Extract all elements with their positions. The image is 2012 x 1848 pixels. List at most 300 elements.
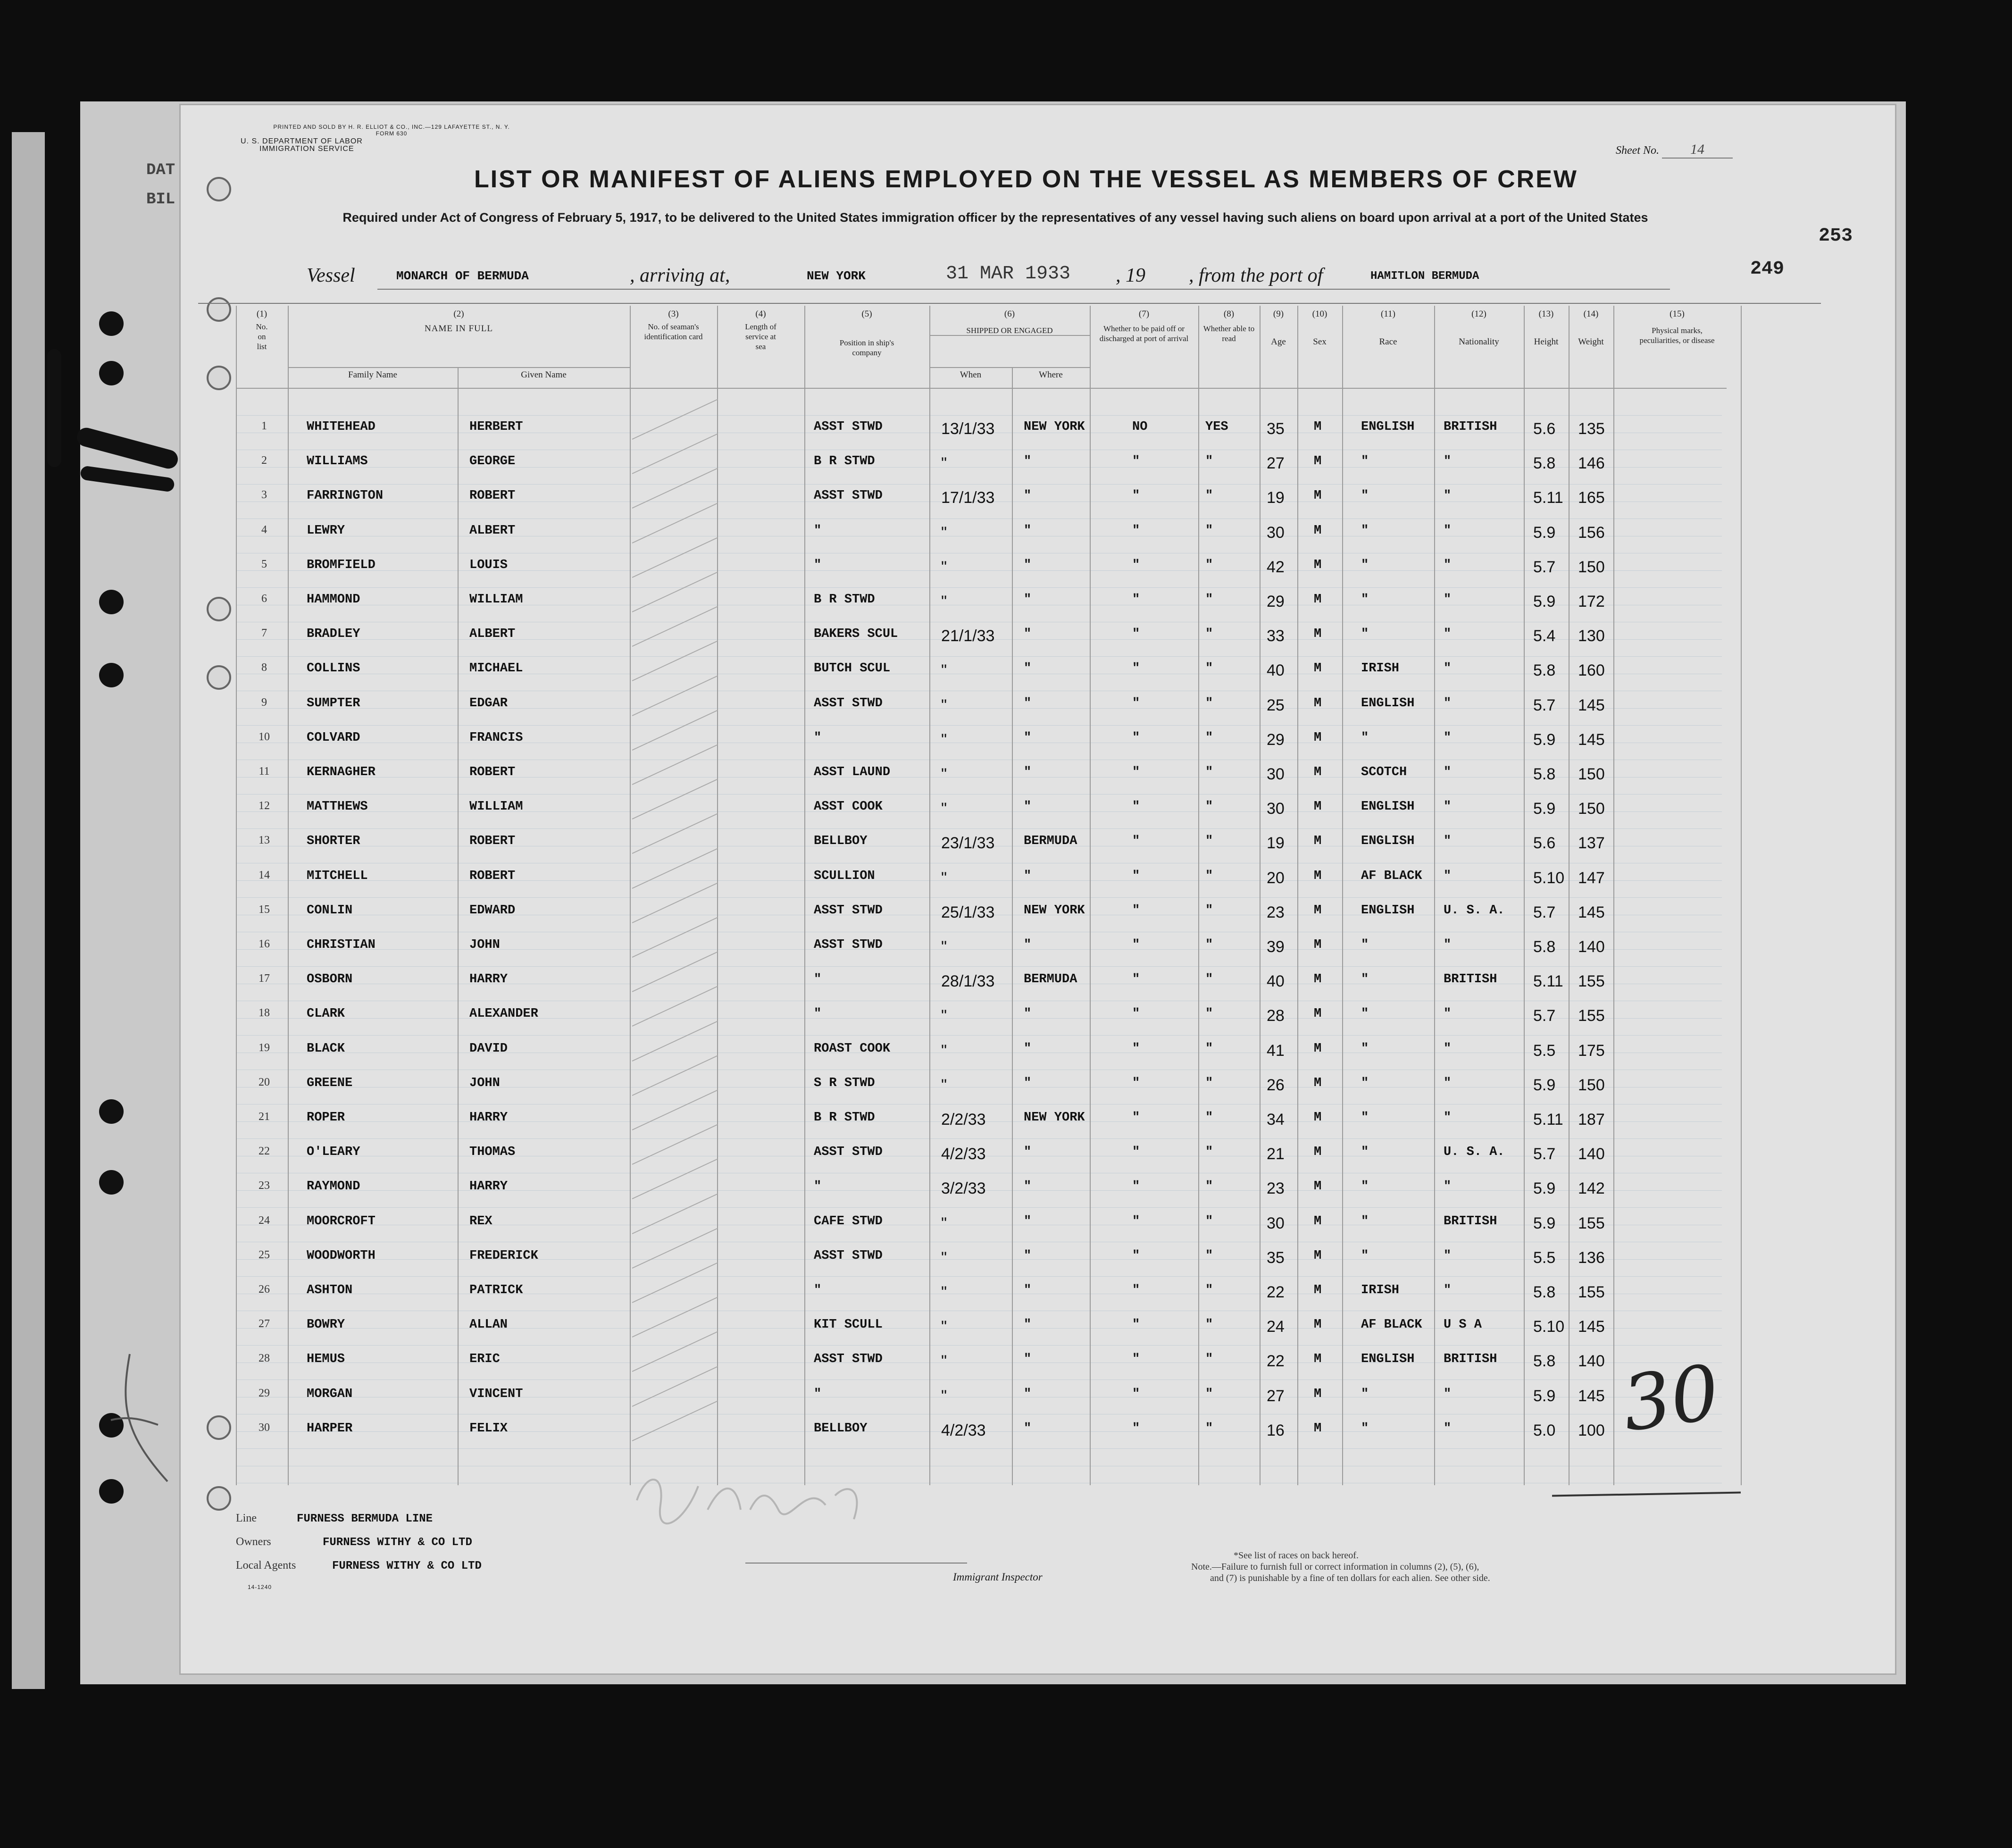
cell-no: 2 bbox=[261, 454, 267, 467]
departure-port: HAMITLON BERMUDA bbox=[1370, 270, 1479, 283]
cell-family: HARPER bbox=[307, 1421, 353, 1436]
cell-age: 30 bbox=[1267, 523, 1285, 542]
cell-given: PATRICK bbox=[469, 1283, 523, 1297]
cell-paid: " bbox=[1132, 661, 1140, 676]
cell-position: " bbox=[814, 1007, 822, 1021]
col-num: (2) bbox=[453, 309, 464, 319]
cell-read: " bbox=[1205, 661, 1213, 676]
cell-nationality: " bbox=[1444, 593, 1452, 607]
cell-paid: " bbox=[1132, 523, 1140, 538]
cell-weight: 100 bbox=[1578, 1421, 1605, 1439]
cell-age: 35 bbox=[1267, 1248, 1285, 1267]
service-name: IMMIGRATION SERVICE bbox=[259, 145, 354, 153]
cell-no: 28 bbox=[259, 1352, 270, 1365]
cell-family: KERNAGHER bbox=[307, 765, 376, 779]
column-divider bbox=[236, 306, 237, 1485]
cell-given: LOUIS bbox=[469, 558, 508, 572]
cell-weight: 142 bbox=[1578, 1179, 1605, 1198]
cell-nationality: BRITISH bbox=[1444, 972, 1497, 987]
cell-where: " bbox=[1024, 1248, 1032, 1263]
cell-race: " bbox=[1361, 730, 1369, 745]
col-label: Whether to be paid off or discharged at port of arrival bbox=[1099, 324, 1189, 343]
cell-read: " bbox=[1205, 1111, 1213, 1125]
cell-paid: " bbox=[1132, 903, 1140, 918]
table-row bbox=[0, 731, 2012, 750]
cell-height: 5.10 bbox=[1533, 1318, 1565, 1336]
col-num: (1) bbox=[256, 309, 267, 319]
cell-position: " bbox=[814, 523, 822, 538]
cell-when: " bbox=[941, 1214, 947, 1232]
ruled-line bbox=[236, 1035, 1722, 1036]
cell-read: " bbox=[1205, 1179, 1213, 1194]
cell-where: " bbox=[1024, 869, 1032, 883]
cell-sex: M bbox=[1314, 869, 1322, 883]
cell-race: IRISH bbox=[1361, 661, 1400, 676]
col-label: No. on list bbox=[256, 322, 268, 351]
cell-read: " bbox=[1205, 523, 1213, 538]
cell-age: 20 bbox=[1267, 869, 1285, 887]
cell-age: 27 bbox=[1267, 1387, 1285, 1405]
cell-nationality: " bbox=[1444, 938, 1452, 952]
table-row bbox=[0, 1111, 2012, 1129]
ruled-line bbox=[236, 725, 1722, 726]
cell-where: " bbox=[1024, 730, 1032, 745]
ruled-line bbox=[236, 1345, 1722, 1346]
cell-sex: M bbox=[1314, 1076, 1322, 1090]
cell-race: ENGLISH bbox=[1361, 800, 1415, 814]
cell-nationality: BRITISH bbox=[1444, 1352, 1497, 1367]
cell-position: CAFE STWD bbox=[814, 1214, 883, 1229]
cell-given: FELIX bbox=[469, 1421, 508, 1436]
cell-when: 13/1/33 bbox=[941, 420, 995, 438]
table-row bbox=[0, 593, 2012, 611]
line-label: Line bbox=[236, 1512, 257, 1524]
col-11-header bbox=[1342, 309, 1434, 347]
cell-sex: M bbox=[1314, 1007, 1322, 1021]
cell-weight: 165 bbox=[1578, 489, 1605, 507]
cell-where: " bbox=[1024, 1421, 1032, 1436]
cell-read: " bbox=[1205, 1352, 1213, 1367]
punch-hole bbox=[207, 1486, 231, 1511]
cell-position: BELLBOY bbox=[814, 834, 868, 849]
cell-age: 26 bbox=[1267, 1076, 1285, 1094]
cell-no: 21 bbox=[259, 1111, 270, 1123]
cell-nationality: " bbox=[1444, 627, 1452, 642]
cell-when: " bbox=[941, 1248, 947, 1267]
cell-paid: " bbox=[1132, 938, 1140, 952]
cell-age: 29 bbox=[1267, 593, 1285, 610]
cell-race: " bbox=[1361, 558, 1369, 572]
table-row bbox=[0, 903, 2012, 922]
cell-weight: 155 bbox=[1578, 1214, 1605, 1232]
cell-given: DAVID bbox=[469, 1041, 508, 1056]
cell-where: " bbox=[1024, 1387, 1032, 1401]
cell-height: 5.8 bbox=[1533, 454, 1556, 473]
table-row bbox=[0, 1283, 2012, 1302]
cell-weight: 145 bbox=[1578, 696, 1605, 714]
cell-where: " bbox=[1024, 1041, 1032, 1056]
cell-family: LEWRY bbox=[307, 523, 345, 538]
col-1-header bbox=[236, 309, 288, 351]
col-label: Age bbox=[1271, 337, 1286, 347]
cell-height: 5.8 bbox=[1533, 1352, 1556, 1371]
cell-where: NEW YORK bbox=[1024, 1111, 1085, 1125]
cell-weight: 140 bbox=[1578, 1352, 1605, 1371]
punch-hole bbox=[207, 297, 231, 322]
cell-paid: " bbox=[1132, 489, 1140, 503]
races-note: *See list of races on back hereof. bbox=[1234, 1550, 1359, 1561]
cell-when: " bbox=[941, 1007, 947, 1025]
cell-given: HARRY bbox=[469, 1179, 508, 1194]
cell-position: ASST STWD bbox=[814, 903, 883, 918]
cell-position: ROAST COOK bbox=[814, 1041, 891, 1056]
cell-family: HAMMOND bbox=[307, 593, 360, 607]
cell-no: 4 bbox=[261, 523, 267, 536]
cell-when: 2/2/33 bbox=[941, 1111, 986, 1129]
footer-line-row bbox=[236, 1512, 433, 1525]
cell-when: 25/1/33 bbox=[941, 903, 995, 921]
cell-read: " bbox=[1205, 800, 1213, 814]
col-8-header bbox=[1198, 309, 1260, 343]
cell-race: " bbox=[1361, 1421, 1369, 1436]
cell-no: 23 bbox=[259, 1179, 270, 1192]
cell-position: ASST COOK bbox=[814, 800, 883, 814]
cell-family: CONLIN bbox=[307, 903, 353, 918]
cell-where: " bbox=[1024, 800, 1032, 814]
penalty-note-cont: and (7) is punishable by a fine of ten dollars for each alien. See other side. bbox=[1210, 1573, 1490, 1583]
cell-read: " bbox=[1205, 730, 1213, 745]
cell-height: 5.9 bbox=[1533, 800, 1556, 818]
cell-sex: M bbox=[1314, 558, 1322, 572]
cell-no: 30 bbox=[259, 1421, 270, 1434]
printer-info bbox=[236, 124, 547, 137]
cell-race: " bbox=[1361, 523, 1369, 538]
cell-height: 5.9 bbox=[1533, 1076, 1556, 1094]
cell-weight: 155 bbox=[1578, 1283, 1605, 1301]
cell-age: 30 bbox=[1267, 800, 1285, 818]
cell-nationality: U S A bbox=[1444, 1318, 1482, 1332]
cell-age: 29 bbox=[1267, 730, 1285, 749]
cell-race: " bbox=[1361, 972, 1369, 987]
cell-read: " bbox=[1205, 972, 1213, 987]
cell-age: 40 bbox=[1267, 661, 1285, 680]
cell-age: 30 bbox=[1267, 765, 1285, 783]
cell-race: ENGLISH bbox=[1361, 1352, 1415, 1367]
cell-no: 5 bbox=[261, 558, 267, 570]
cell-when: 21/1/33 bbox=[941, 627, 995, 645]
col-6-header bbox=[929, 309, 1090, 335]
column-divider bbox=[929, 306, 930, 1485]
cell-where: " bbox=[1024, 1283, 1032, 1297]
cell-nationality: " bbox=[1444, 696, 1452, 711]
cell-family: MITCHELL bbox=[307, 869, 368, 883]
cell-sex: M bbox=[1314, 1145, 1322, 1160]
column-divider bbox=[1434, 306, 1435, 1485]
sheet-number bbox=[1616, 142, 1733, 159]
col-num: (5) bbox=[861, 309, 872, 319]
cell-given: JOHN bbox=[469, 938, 500, 952]
cell-read: " bbox=[1205, 834, 1213, 849]
cell-weight: 145 bbox=[1578, 1387, 1605, 1405]
column-divider bbox=[1613, 306, 1614, 1485]
cell-height: 5.10 bbox=[1533, 869, 1565, 887]
table-row bbox=[0, 627, 2012, 646]
ruled-line bbox=[236, 587, 1722, 588]
table-row bbox=[0, 696, 2012, 715]
cell-where: " bbox=[1024, 523, 1032, 538]
cell-where: BERMUDA bbox=[1024, 972, 1077, 987]
cell-position: KIT SCULL bbox=[814, 1318, 883, 1332]
cell-weight: 147 bbox=[1578, 869, 1605, 887]
cell-sex: M bbox=[1314, 696, 1322, 711]
cell-no: 27 bbox=[259, 1318, 270, 1330]
cell-height: 5.9 bbox=[1533, 593, 1556, 610]
column-divider bbox=[804, 306, 805, 1485]
cell-family: SHORTER bbox=[307, 834, 360, 849]
cell-given: FRANCIS bbox=[469, 730, 523, 745]
cell-nationality: " bbox=[1444, 661, 1452, 676]
cell-race: " bbox=[1361, 593, 1369, 607]
cell-height: 5.7 bbox=[1533, 696, 1556, 714]
cell-paid: " bbox=[1132, 1111, 1140, 1125]
from-port-label: , from the port of bbox=[1189, 265, 1323, 286]
cell-paid: " bbox=[1132, 1318, 1140, 1332]
cell-weight: 135 bbox=[1578, 420, 1605, 438]
cell-height: 5.5 bbox=[1533, 1248, 1556, 1267]
sheet-value: 14 bbox=[1662, 142, 1733, 159]
col-label: Physical marks, peculiarities, or disease bbox=[1639, 326, 1715, 345]
cell-height: 5.9 bbox=[1533, 1179, 1556, 1198]
page-number: 253 bbox=[1819, 226, 1853, 247]
cell-given: WILLIAM bbox=[469, 593, 523, 607]
cell-no: 12 bbox=[259, 800, 270, 812]
cell-read: " bbox=[1205, 1214, 1213, 1229]
where-header: Where bbox=[1039, 370, 1063, 380]
cell-age: 16 bbox=[1267, 1421, 1285, 1439]
cell-nationality: " bbox=[1444, 1007, 1452, 1021]
cell-when: 3/2/33 bbox=[941, 1179, 986, 1198]
col-label: Height bbox=[1534, 337, 1559, 347]
subheader-divider bbox=[929, 367, 1090, 368]
cell-position: B R STWD bbox=[814, 454, 875, 469]
cell-read: " bbox=[1205, 627, 1213, 642]
cell-position: ASST STWD bbox=[814, 1145, 883, 1160]
cell-read: " bbox=[1205, 1041, 1213, 1056]
cell-position: ASST STWD bbox=[814, 696, 883, 711]
cell-family: BRADLEY bbox=[307, 627, 360, 642]
column-divider bbox=[1260, 306, 1261, 1485]
cell-race: " bbox=[1361, 1111, 1369, 1125]
table-row bbox=[0, 1249, 2012, 1268]
ruled-line bbox=[236, 897, 1722, 898]
cell-nationality: " bbox=[1444, 558, 1452, 572]
cell-nationality: " bbox=[1444, 834, 1452, 849]
cell-weight: 150 bbox=[1578, 558, 1605, 576]
cell-age: 30 bbox=[1267, 1214, 1285, 1232]
cell-family: COLLINS bbox=[307, 661, 360, 676]
table-row bbox=[0, 1042, 2012, 1061]
cell-nationality: " bbox=[1444, 1111, 1452, 1125]
cell-when: " bbox=[941, 1283, 947, 1301]
form-number: FORM 630 bbox=[376, 130, 408, 137]
cell-age: 22 bbox=[1267, 1283, 1285, 1301]
cell-weight: 146 bbox=[1578, 454, 1605, 473]
cell-position: BUTCH SCUL bbox=[814, 661, 891, 676]
agents-value: FURNESS WITHY & CO LTD bbox=[332, 1560, 482, 1572]
cell-given: VINCENT bbox=[469, 1387, 523, 1401]
cell-family: GREENE bbox=[307, 1076, 353, 1090]
cell-where: " bbox=[1024, 558, 1032, 572]
cell-race: ENGLISH bbox=[1361, 420, 1415, 434]
cell-sex: M bbox=[1314, 627, 1322, 642]
cell-position: " bbox=[814, 558, 822, 572]
table-row bbox=[0, 1179, 2012, 1198]
ruled-line bbox=[236, 966, 1722, 967]
cell-race: SCOTCH bbox=[1361, 765, 1407, 779]
cell-weight: 145 bbox=[1578, 1318, 1605, 1336]
cell-when: " bbox=[941, 454, 947, 473]
inspector-label: Immigrant Inspector bbox=[953, 1571, 1043, 1583]
cell-no: 10 bbox=[259, 730, 270, 743]
inspector-signature-line bbox=[745, 1563, 967, 1564]
cell-age: 21 bbox=[1267, 1145, 1285, 1163]
cell-sex: M bbox=[1314, 523, 1322, 538]
col-num: (3) bbox=[668, 309, 679, 319]
cell-weight: 150 bbox=[1578, 765, 1605, 783]
cell-race: IRISH bbox=[1361, 1283, 1400, 1297]
cell-height: 5.7 bbox=[1533, 903, 1556, 921]
cell-read: " bbox=[1205, 1283, 1213, 1297]
col-num: (10) bbox=[1312, 309, 1327, 319]
cell-given: HARRY bbox=[469, 1111, 508, 1125]
punch-hole bbox=[207, 177, 231, 201]
cell-position: " bbox=[814, 1387, 822, 1401]
cell-sex: M bbox=[1314, 938, 1322, 952]
cell-family: HEMUS bbox=[307, 1352, 345, 1367]
vessel-name: MONARCH OF BERMUDA bbox=[396, 269, 529, 283]
cell-no: 22 bbox=[259, 1145, 270, 1158]
table-row bbox=[0, 834, 2012, 853]
col-3-header bbox=[630, 309, 717, 342]
cell-when: 23/1/33 bbox=[941, 834, 995, 853]
cell-where: " bbox=[1024, 627, 1032, 642]
cell-family: O'LEARY bbox=[307, 1145, 360, 1160]
cell-paid: " bbox=[1132, 765, 1140, 779]
table-row bbox=[0, 489, 2012, 508]
cell-height: 5.8 bbox=[1533, 765, 1556, 783]
cell-position: B R STWD bbox=[814, 1111, 875, 1125]
cell-where: " bbox=[1024, 1214, 1032, 1229]
cell-when: " bbox=[941, 593, 947, 610]
cell-position: SCULLION bbox=[814, 869, 875, 883]
margin-stamp-line: BIL bbox=[146, 191, 175, 209]
cell-where: " bbox=[1024, 1145, 1032, 1160]
department bbox=[241, 138, 363, 153]
cell-where: " bbox=[1024, 489, 1032, 503]
cell-weight: 140 bbox=[1578, 938, 1605, 956]
cell-nationality: " bbox=[1444, 800, 1452, 814]
cell-where: " bbox=[1024, 454, 1032, 469]
cell-race: " bbox=[1361, 1007, 1369, 1021]
cell-family: BROMFIELD bbox=[307, 558, 376, 572]
cell-race: " bbox=[1361, 489, 1369, 503]
cell-family: WOODWORTH bbox=[307, 1248, 376, 1263]
ruled-line bbox=[236, 828, 1722, 829]
cell-sex: M bbox=[1314, 1318, 1322, 1332]
col-4-header bbox=[717, 309, 804, 351]
cell-position: ASST LAUND bbox=[814, 765, 891, 779]
cell-sex: M bbox=[1314, 454, 1322, 469]
cell-height: 5.5 bbox=[1533, 1041, 1556, 1060]
col-num: (13) bbox=[1538, 309, 1554, 319]
printer-line: PRINTED AND SOLD BY H. R. ELLIOT & CO., INC.—129 LAFAYETTE ST., N. Y. bbox=[273, 124, 510, 130]
cell-no: 14 bbox=[259, 869, 270, 881]
cell-family: OSBORN bbox=[307, 972, 353, 987]
footer-owners-row bbox=[236, 1536, 472, 1549]
cell-read: " bbox=[1205, 696, 1213, 711]
table-row bbox=[0, 1318, 2012, 1337]
cell-height: 5.7 bbox=[1533, 1007, 1556, 1025]
cell-weight: 150 bbox=[1578, 1076, 1605, 1094]
cell-age: 34 bbox=[1267, 1111, 1285, 1129]
cell-sex: M bbox=[1314, 420, 1322, 434]
cell-given: ALLAN bbox=[469, 1318, 508, 1332]
table-row bbox=[0, 558, 2012, 577]
cell-when: " bbox=[941, 1387, 947, 1405]
cell-paid: " bbox=[1132, 730, 1140, 745]
cell-weight: 156 bbox=[1578, 523, 1605, 542]
cell-when: " bbox=[941, 938, 947, 956]
cell-given: ERIC bbox=[469, 1352, 500, 1367]
table-row bbox=[0, 1076, 2012, 1095]
cell-no: 16 bbox=[259, 938, 270, 950]
cell-given: THOMAS bbox=[469, 1145, 516, 1160]
cell-when: " bbox=[941, 1041, 947, 1060]
cell-weight: 187 bbox=[1578, 1111, 1605, 1129]
cell-age: 24 bbox=[1267, 1318, 1285, 1336]
ruled-line bbox=[236, 1207, 1722, 1208]
cell-when: 17/1/33 bbox=[941, 489, 995, 507]
cell-read: " bbox=[1205, 489, 1213, 503]
cell-height: 5.11 bbox=[1533, 972, 1563, 991]
cell-sex: M bbox=[1314, 489, 1322, 503]
column-divider bbox=[630, 306, 631, 1485]
cell-where: " bbox=[1024, 696, 1032, 711]
cell-position: " bbox=[814, 1283, 822, 1297]
cell-where: " bbox=[1024, 1179, 1032, 1194]
cell-position: " bbox=[814, 730, 822, 745]
col-2-header bbox=[288, 309, 630, 334]
cell-paid: " bbox=[1132, 1387, 1140, 1401]
cell-given: ROBERT bbox=[469, 869, 516, 883]
column-divider bbox=[717, 306, 718, 1485]
cell-weight: 140 bbox=[1578, 1145, 1605, 1163]
col-num: (7) bbox=[1138, 309, 1150, 319]
cell-nationality: BRITISH bbox=[1444, 420, 1497, 434]
cell-nationality: " bbox=[1444, 869, 1452, 883]
cell-sex: M bbox=[1314, 593, 1322, 607]
cell-nationality: " bbox=[1444, 1387, 1452, 1401]
cell-when: " bbox=[941, 558, 947, 576]
cell-family: MOORCROFT bbox=[307, 1214, 376, 1229]
ruled-line bbox=[236, 1448, 1722, 1449]
cell-read: " bbox=[1205, 1007, 1213, 1021]
binding-ribbon bbox=[47, 349, 61, 467]
cell-weight: 136 bbox=[1578, 1248, 1605, 1267]
cell-paid: " bbox=[1132, 869, 1140, 883]
cell-read: " bbox=[1205, 593, 1213, 607]
cell-where: " bbox=[1024, 593, 1032, 607]
